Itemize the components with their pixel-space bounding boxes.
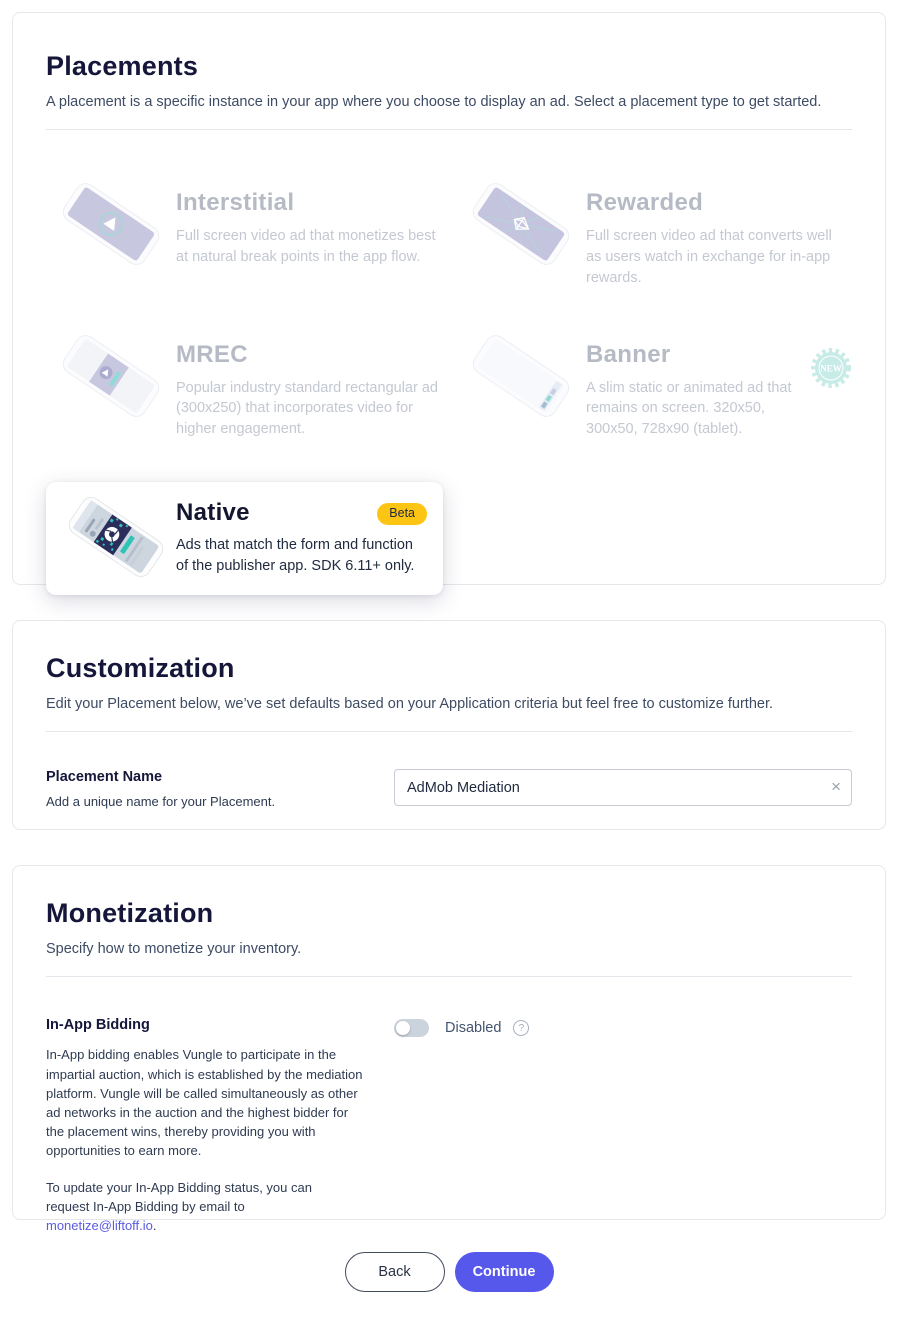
placement-type-banner[interactable] — [456, 327, 852, 440]
banner-phone-icon — [456, 327, 586, 427]
in-app-bidding-row — [46, 1017, 852, 1235]
in-app-bidding-toggle[interactable] — [394, 1019, 429, 1037]
placement-type-rewarded[interactable] — [456, 175, 852, 288]
in-app-bidding-description: In-App bidding enables Vungle to participate in the impartial auction, which is established by the mediation platform. Vungle will be called simultaneously as other ad networks in the auction and the highest bidder for the placement wins, thereby providing you with opportunities to earn more. — [46, 1047, 363, 1159]
beta-badge: Beta — [377, 503, 427, 525]
footer-actions — [0, 1252, 898, 1292]
svg-text:NEW: NEW — [820, 363, 842, 373]
back-button[interactable]: Back — [345, 1252, 445, 1292]
placement-type-description: Ads that match the form and function of the publisher app. SDK 6.11+ only. — [176, 537, 415, 575]
toggle-knob — [396, 1021, 410, 1035]
clear-input-icon[interactable]: × — [831, 777, 841, 797]
continue-button[interactable]: Continue — [455, 1252, 554, 1292]
placement-name-help: Add a unique name for your Placement. — [46, 794, 276, 810]
placement-type-title: Banner — [586, 340, 671, 368]
placement-name-input[interactable] — [394, 769, 852, 806]
placements-title: Placements — [46, 51, 199, 81]
placement-type-description: A slim static or animated ad that remains on screen. 320x50, 300x50, 728x90 (tablet). — [586, 379, 792, 437]
monetization-title: Monetization — [46, 898, 214, 928]
interstitial-phone-icon — [46, 175, 176, 275]
placements-section — [12, 12, 886, 585]
placement-type-description: Popular industry standard rectangular ad (300x250) that incorporates video for higher engagement. — [176, 379, 438, 437]
divider — [46, 731, 852, 732]
rewarded-phone-icon — [456, 175, 586, 275]
placement-type-title: Native — [176, 499, 250, 527]
new-badge — [810, 347, 852, 440]
in-app-bidding-label: In-App Bidding — [46, 1017, 150, 1034]
divider — [46, 129, 852, 130]
placements-subtitle: A placement is a specific instance in your app where you choose to display an ad. Select a placement type to get started. — [46, 94, 822, 110]
placement-type-title: Interstitial — [176, 189, 295, 217]
placement-name-row — [46, 769, 852, 809]
placement-type-description: Full screen video ad that converts well as users watch in exchange for in-app rewards. — [586, 228, 832, 286]
customization-title: Customization — [46, 653, 235, 683]
customization-subtitle: Edit your Placement below, we’ve set defaults based on your Application criteria but feel free to customize further. — [46, 696, 774, 712]
monetization-section — [12, 865, 886, 1234]
placement-type-title: MREC — [176, 340, 248, 368]
placement-type-description: Full screen video ad that monetizes best at natural break points in the app flow. — [176, 228, 436, 266]
divider — [46, 976, 852, 977]
customization-section — [12, 620, 886, 830]
in-app-bidding-status: Disabled — [445, 1020, 502, 1037]
monetize-email-link[interactable]: monetize@liftoff.io — [46, 1218, 153, 1234]
placement-types-grid — [46, 175, 852, 594]
placement-type-interstitial[interactable] — [46, 175, 456, 288]
mrec-phone-icon — [46, 327, 176, 427]
placement-name-label: Placement Name — [46, 769, 163, 786]
placement-type-native[interactable] — [46, 482, 443, 595]
placement-type-mrec[interactable] — [46, 327, 456, 440]
help-icon[interactable]: ? — [513, 1020, 529, 1036]
placement-type-title: Rewarded — [586, 189, 704, 217]
monetization-subtitle: Specify how to monetize your inventory. — [46, 941, 302, 957]
in-app-bidding-request-text: To update your In-App Bidding status, you can request In-App Bidding by email to monetize@liftoff.io. — [46, 1179, 312, 1234]
native-phone-icon — [56, 489, 176, 587]
